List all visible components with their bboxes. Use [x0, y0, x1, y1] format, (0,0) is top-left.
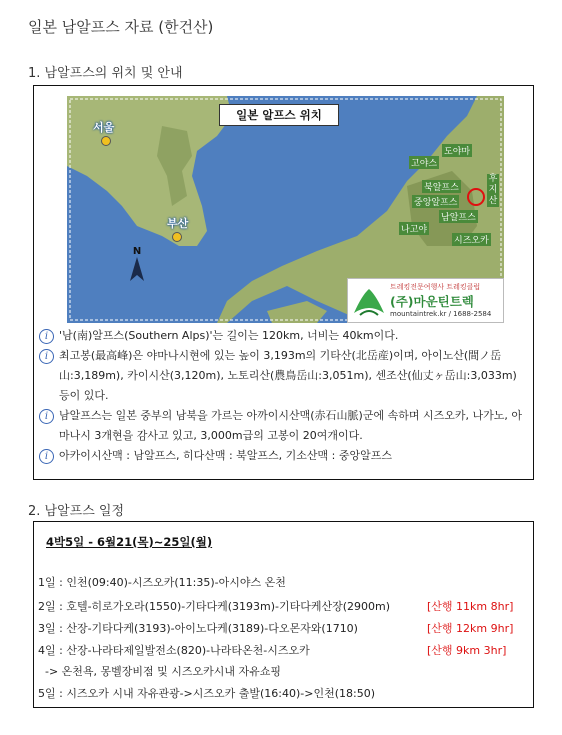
schedule-day-2-note: [산행 11km 8hr]: [427, 600, 514, 613]
schedule-day-4-extra: -> 온천욕, 몽벨장비점 및 시즈오카시내 자유쇼핑: [38, 665, 282, 678]
alps-info-list: [39, 326, 529, 466]
schedule-day-3: 3일 : 산장-기타다케(3193)-아이노다케(3189)-다오몬자와(1710): [38, 622, 358, 635]
schedule-day-4-note: [산행 9km 3hr]: [427, 644, 507, 657]
city-toyama-label: 도야마: [442, 144, 472, 157]
north-arrow-icon: [130, 257, 144, 281]
document-title: 일본 남알프스 자료 (한건산): [28, 18, 214, 36]
city-nagoya-label: 나고야: [399, 222, 429, 235]
schedule-day-3-note: [산행 12km 9hr]: [427, 622, 514, 635]
mountain-leaf-logo-icon: [352, 285, 386, 319]
schedule-box: [33, 521, 534, 708]
schedule-day-4: 4일 : 산장-나라타제일발전소(820)-나라타온천-시즈오카: [38, 644, 310, 657]
logo-panel: [347, 278, 504, 323]
city-takayama-label: 고야스: [409, 156, 439, 169]
target-circle-marker: [467, 188, 485, 206]
japan-alps-map: [67, 96, 504, 323]
info-item: i 아카이시산맥 : 남알프스, 히다산맥 : 북알프스, 기소산맥 : 중앙알프스: [39, 446, 529, 466]
city-busan-marker: [172, 232, 182, 242]
schedule-header: 4박5일 - 6월21(목)~25일(월): [46, 535, 213, 549]
info-icon: i: [39, 329, 54, 344]
city-busan-label: 부산: [167, 217, 189, 230]
city-seoul-marker: [101, 136, 111, 146]
info-icon: i: [39, 449, 54, 464]
schedule-day-1: 1일 : 인천(09:40)-시즈오카(11:35)-아시야스 온천: [38, 576, 286, 589]
info-icon: i: [39, 349, 54, 364]
region-chuo-label: 중앙알프스: [412, 195, 459, 208]
info-item: i 최고봉(最高峰)은 야마나시현에 있는 높이 3,193m의 기타산(北岳産)이며, 아이노산(間ノ岳山:3,189m), 카이시산(3,120m), 노토리산(農鳥岳山:3,051m), 센조산(仙丈ヶ岳山:3,033m) 등이 있다.: [39, 346, 529, 406]
location-box: [33, 85, 534, 480]
schedule-day-2: 2일 : 호텔-히로가오라(1550)-기타다케(3193m)-기타다케산장(2900m): [38, 600, 391, 613]
north-label: N: [132, 246, 142, 257]
schedule-day-5: 5일 : 시즈오카 시내 자유관광->시즈오카 출발(16:40)->인천(18:50): [38, 687, 376, 700]
city-shizuoka-label: 시즈오카: [452, 233, 491, 246]
mt-fuji-label: 후지산: [488, 174, 498, 206]
logo-name: (주)마운틴트렉: [390, 294, 474, 309]
north-arrow: [127, 246, 147, 285]
info-item: i 남알프스는 일본 중부의 남북을 가르는 아까이시산맥(赤石山脈)군에 속하며 시즈오카, 나가노, 아마나시 3개현을 감사고 있고, 3,000m급의 고봉이 20여개이다.: [39, 406, 529, 446]
logo-url: mountaintrek.kr / 1688-2584: [390, 310, 492, 318]
info-item: i '남(南)알프스(Southern Alps)'는 길이는 120km, 너비는 40km이다.: [39, 326, 529, 346]
info-icon: i: [39, 409, 54, 424]
map-banner: 일본 알프스 위치: [219, 104, 339, 126]
region-kita-label: 북알프스: [422, 180, 461, 193]
section1-title: 1. 남알프스의 위치 및 안내: [28, 66, 183, 81]
logo-tagline: 트레킹전문여행사 트레킹클럽: [390, 283, 481, 291]
section2-title: 2. 남알프스 일정: [28, 504, 125, 519]
region-minami-label: 남알프스: [439, 210, 478, 223]
city-seoul-label: 서울: [93, 121, 115, 134]
